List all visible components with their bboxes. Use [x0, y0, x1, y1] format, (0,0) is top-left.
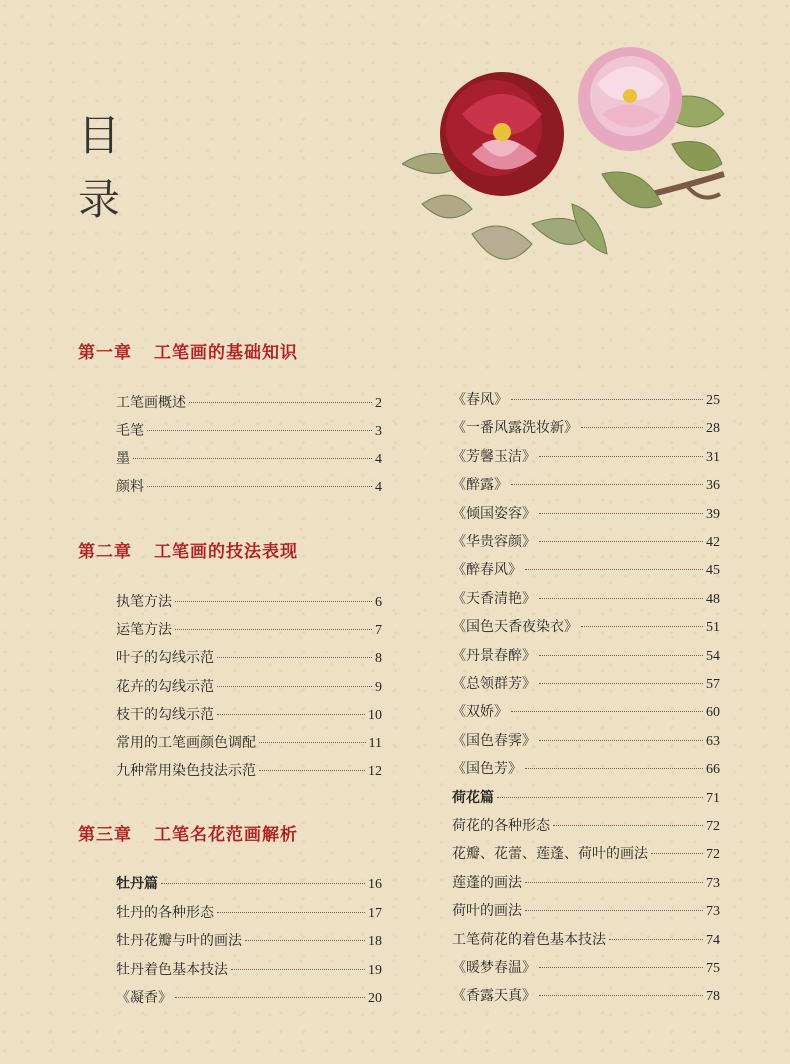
- toc-entry-page: 2: [375, 396, 382, 411]
- toc-entry: [452, 901, 720, 921]
- toc-entry-page: 73: [706, 875, 720, 891]
- toc-entry: [452, 674, 720, 694]
- toc-entry-title: 《国色芳》: [452, 761, 522, 778]
- dot-leader: [511, 484, 703, 485]
- toc-entry: [452, 560, 720, 580]
- toc-entry-title: 运笔方法: [116, 622, 172, 639]
- toc-entry-page: 73: [706, 904, 720, 920]
- toc-entry-page: 71: [706, 790, 720, 806]
- toc-entry-title: 《芳馨玉洁》: [452, 448, 536, 465]
- chapter-3-number: 第三章: [78, 825, 132, 845]
- toc-entry: [452, 617, 720, 637]
- dot-leader: [539, 740, 703, 741]
- dot-leader: [609, 939, 703, 940]
- dot-leader: [525, 569, 703, 570]
- toc-entry: [116, 903, 382, 923]
- toc-entry-page: 12: [368, 764, 382, 780]
- toc-entry-title: 《国色春霁》: [452, 732, 536, 749]
- toc-entry-page: 28: [706, 421, 720, 437]
- toc-entry: [452, 816, 720, 836]
- toc-entry-page: 4: [375, 480, 382, 495]
- toc-entry-page: 63: [706, 733, 720, 749]
- toc-entry-page: 36: [706, 478, 720, 494]
- toc-entry-page: 74: [706, 932, 720, 948]
- chapter-3-heading: [78, 820, 298, 845]
- dot-leader: [217, 714, 365, 715]
- dot-leader: [161, 883, 365, 884]
- toc-entry-title: 常用的工笔画颜色调配: [116, 735, 256, 751]
- toc-entry: [116, 449, 382, 469]
- toc-entry-title: 《丹景春醉》: [452, 647, 536, 664]
- dot-leader: [525, 910, 703, 911]
- dot-leader: [175, 601, 372, 602]
- toc-entry-page: 39: [706, 506, 720, 522]
- toc-entry-page: 72: [706, 847, 720, 863]
- toc-entry: [116, 677, 382, 697]
- toc-entry-title: 《国色天香夜染衣》: [452, 619, 578, 636]
- dot-leader: [539, 967, 703, 968]
- title-char-1: 目: [78, 111, 121, 160]
- toc-entry-title: 荷叶的画法: [452, 903, 522, 920]
- toc-entry-page: 17: [368, 905, 382, 921]
- toc-entry: [452, 702, 720, 722]
- page-title: [78, 104, 120, 232]
- toc-entry-title: 《一番风露洗妆新》: [452, 420, 578, 437]
- dot-leader: [525, 768, 703, 769]
- dot-leader: [175, 629, 372, 630]
- toc-entry-page: 16: [368, 877, 382, 892]
- dot-leader: [231, 969, 365, 970]
- toc-entry-title: 颜料: [116, 479, 144, 495]
- toc-entry-title: 《天香清艳》: [452, 590, 536, 607]
- chapter-2-name: 工笔画的技法表现: [154, 542, 298, 562]
- toc-entry-title: 工笔画概述: [116, 395, 186, 411]
- toc-entry-page: 72: [706, 819, 720, 834]
- title-char-2: 录: [78, 175, 121, 224]
- toc-entry-title: 《醉春风》: [452, 562, 522, 579]
- toc-entry: [116, 733, 382, 753]
- toc-entry: [452, 873, 720, 893]
- dot-leader: [245, 940, 365, 941]
- toc-entry-page: 9: [375, 679, 382, 695]
- toc-entry-page: 78: [706, 989, 720, 1005]
- toc-entry-page: 3: [375, 424, 382, 439]
- toc-entry-page: 42: [706, 535, 720, 550]
- dot-leader: [511, 399, 703, 400]
- toc-entry: [116, 620, 382, 640]
- peony-flower-illustration: [402, 44, 728, 284]
- toc-entry: [452, 958, 720, 978]
- toc-entry: [116, 477, 382, 497]
- toc-entry-title: 荷花篇: [452, 789, 494, 806]
- toc-entry-title: 墨: [116, 451, 130, 467]
- toc-entry-page: 7: [375, 623, 382, 639]
- toc-entry: [452, 589, 720, 609]
- toc-entry-title: 《暖梦春温》: [452, 960, 536, 976]
- toc-entry-page: 31: [706, 449, 720, 465]
- toc-entry-title: 牡丹着色基本技法: [116, 961, 228, 978]
- toc-entry-title: 《总领群芳》: [452, 676, 536, 692]
- toc-entry: [452, 930, 720, 950]
- dot-leader: [581, 626, 703, 627]
- toc-entry-title: 《醉露》: [452, 477, 508, 494]
- toc-entry: [452, 986, 720, 1006]
- toc-entry-title: 毛笔: [116, 423, 144, 439]
- toc-entry: [452, 390, 720, 410]
- toc-entry: [116, 761, 382, 781]
- chapter-1-heading: [78, 338, 298, 363]
- dot-leader: [259, 742, 366, 743]
- dot-leader: [525, 882, 703, 883]
- toc-entry-title: 《春风》: [452, 392, 508, 408]
- toc-entry-title: 《凝香》: [116, 990, 172, 1006]
- toc-entry-title: 《华贵容颜》: [452, 534, 536, 550]
- dot-leader: [259, 770, 365, 771]
- toc-entry: [452, 646, 720, 666]
- toc-entry: [452, 418, 720, 438]
- chapter-1-number: 第一章: [78, 343, 132, 363]
- dot-leader: [539, 513, 703, 514]
- chapter-2-number: 第二章: [78, 542, 132, 562]
- dot-leader: [539, 683, 703, 684]
- dot-leader: [217, 657, 372, 658]
- toc-entry-page: 45: [706, 563, 720, 579]
- toc-entry-title: 莲蓬的画法: [452, 874, 522, 891]
- toc-entry-title: 牡丹篇: [116, 876, 158, 892]
- toc-entry: [452, 447, 720, 467]
- toc-entry-page: 4: [375, 452, 382, 467]
- dot-leader: [175, 997, 365, 998]
- toc-entry-page: 6: [375, 595, 382, 610]
- toc-entry-title: 《双娇》: [452, 704, 508, 721]
- toc-entry-page: 57: [706, 677, 720, 692]
- dot-leader: [539, 995, 703, 996]
- dot-leader: [497, 797, 703, 798]
- toc-entry-title: 枝干的勾线示范: [116, 706, 214, 723]
- toc-entry-page: 48: [706, 591, 720, 607]
- toc-entry-title: 叶子的勾线示范: [116, 650, 214, 667]
- toc-entry: [452, 788, 720, 808]
- toc-entry-page: 19: [368, 962, 382, 978]
- toc-entry-page: 11: [368, 736, 382, 751]
- dot-leader: [553, 825, 703, 826]
- toc-entry: [116, 421, 382, 441]
- toc-entry-title: 荷花的各种形态: [452, 818, 550, 834]
- toc-entry: [452, 504, 720, 524]
- toc-entry: [452, 844, 720, 864]
- toc-entry: [116, 393, 382, 413]
- dot-leader: [539, 655, 703, 656]
- toc-entry-title: 执笔方法: [116, 594, 172, 610]
- toc-entry-page: 75: [706, 961, 720, 976]
- toc-entry: [116, 960, 382, 980]
- toc-entry-title: 花卉的勾线示范: [116, 678, 214, 695]
- toc-entry-page: 10: [368, 707, 382, 723]
- dot-leader: [581, 427, 703, 428]
- toc-entry-page: 8: [375, 651, 382, 667]
- toc-entry: [116, 874, 382, 894]
- toc-entry: [116, 648, 382, 668]
- dot-leader: [147, 430, 372, 431]
- dot-leader: [539, 541, 703, 542]
- toc-entry-page: 25: [706, 393, 720, 408]
- toc-entry-title: 工笔荷花的着色基本技法: [452, 931, 606, 948]
- toc-entry-title: 牡丹的各种形态: [116, 904, 214, 921]
- toc-entry: [116, 988, 382, 1008]
- toc-entry: [452, 475, 720, 495]
- toc-entry-page: 54: [706, 648, 720, 664]
- dot-leader: [147, 486, 372, 487]
- chapter-3-name: 工笔名花范画解析: [154, 825, 298, 845]
- toc-entry-title: 《倾国姿容》: [452, 505, 536, 522]
- dot-leader: [511, 711, 703, 712]
- toc-entry-title: 花瓣、花蕾、莲蓬、荷叶的画法: [452, 846, 648, 863]
- toc-entry: [452, 731, 720, 751]
- dot-leader: [217, 686, 372, 687]
- dot-leader: [133, 458, 372, 459]
- toc-entry-title: 九种常用染色技法示范: [116, 763, 256, 780]
- toc-entry-title: 牡丹花瓣与叶的画法: [116, 933, 242, 949]
- toc-entry: [116, 931, 382, 951]
- toc-entry-page: 18: [368, 934, 382, 949]
- toc-entry-page: 20: [368, 991, 382, 1006]
- toc-entry-page: 51: [706, 620, 720, 636]
- chapter-2-heading: [78, 537, 298, 562]
- chapter-1-name: 工笔画的基础知识: [154, 343, 298, 363]
- toc-entry: [116, 592, 382, 612]
- dot-leader: [217, 912, 365, 913]
- toc-entry: [452, 759, 720, 779]
- dot-leader: [189, 402, 372, 403]
- dot-leader: [651, 853, 703, 854]
- toc-entry: [452, 532, 720, 552]
- toc-entry-page: 66: [706, 762, 720, 778]
- toc-entry-title: 《香露天真》: [452, 988, 536, 1005]
- toc-entry-page: 60: [706, 705, 720, 721]
- dot-leader: [539, 456, 703, 457]
- toc-entry: [116, 705, 382, 725]
- dot-leader: [539, 598, 703, 599]
